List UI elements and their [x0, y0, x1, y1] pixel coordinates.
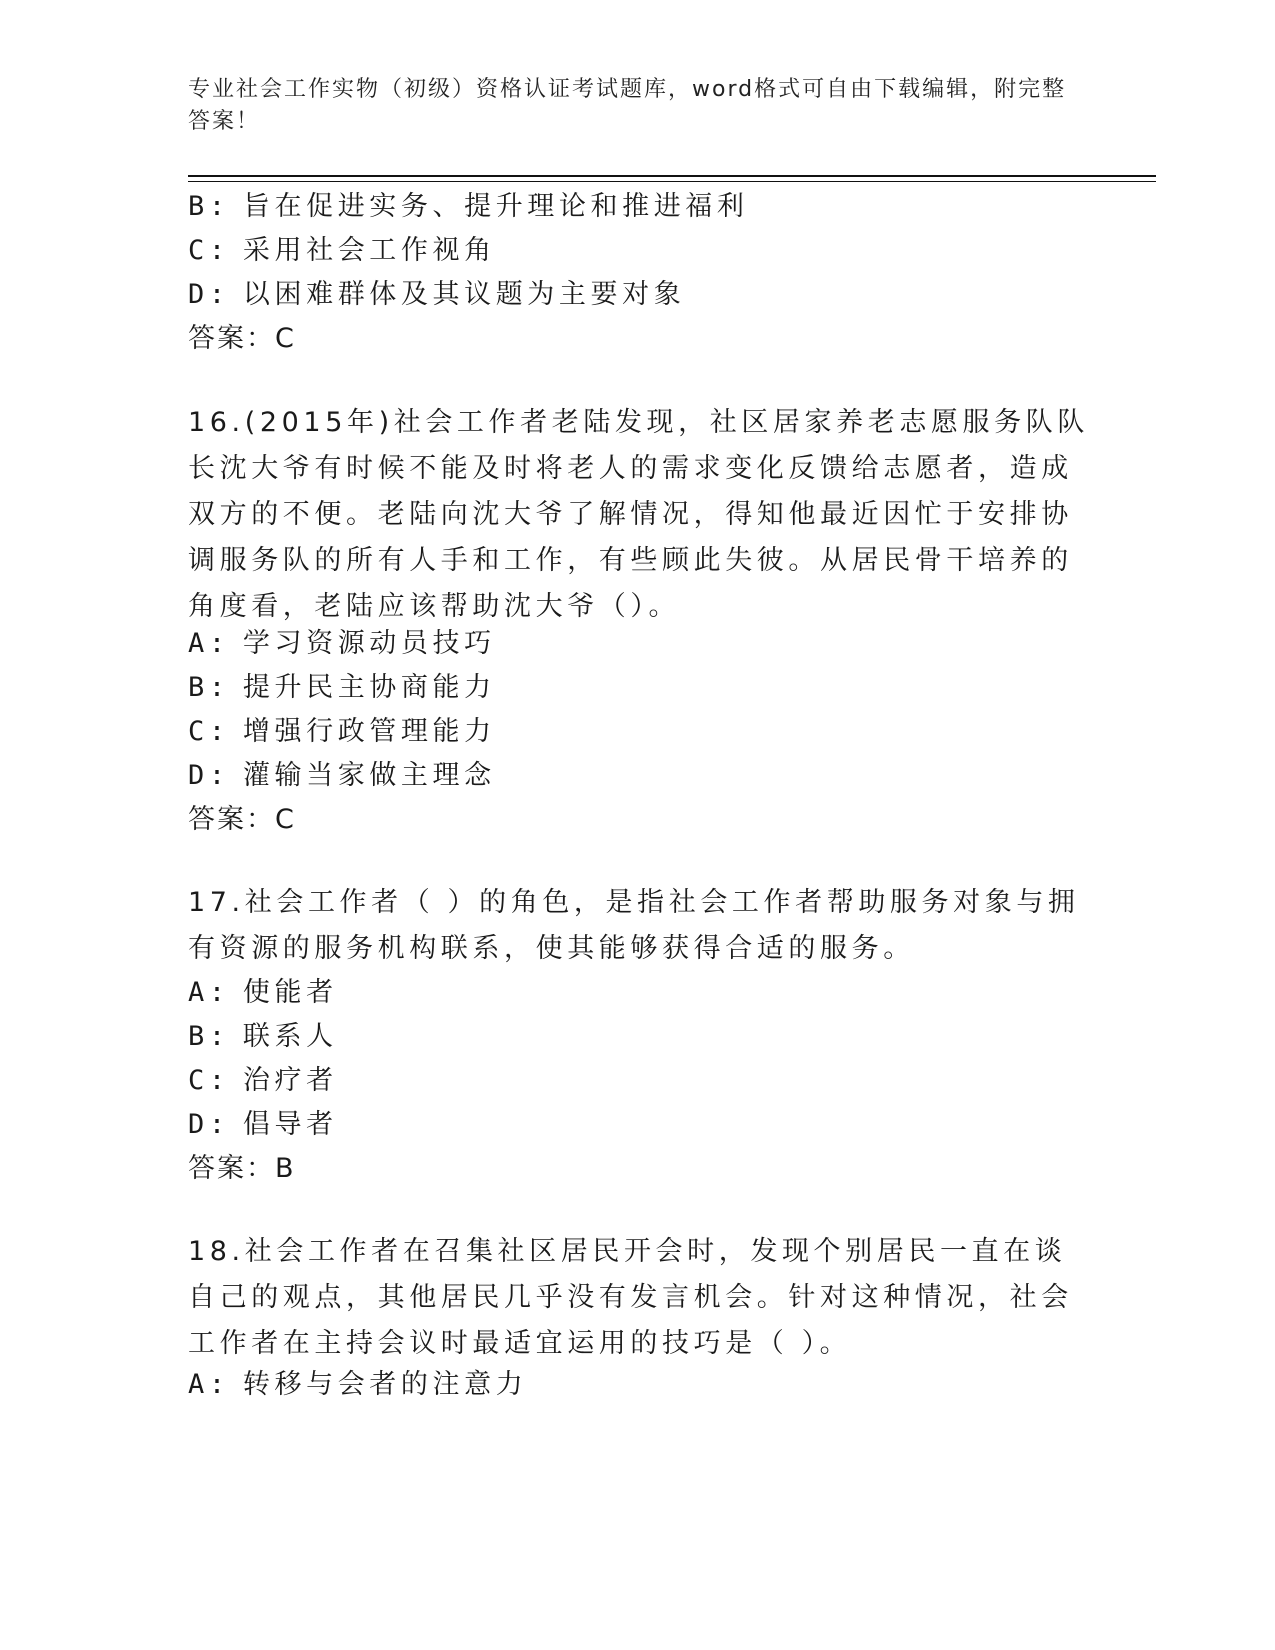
option-b	[188, 1014, 338, 1053]
answer-line: 答案：B	[188, 1153, 296, 1184]
option-letter: B:	[188, 672, 230, 703]
option-c	[188, 228, 496, 267]
option-letter: A:	[188, 628, 230, 659]
option-letter: D:	[188, 1109, 230, 1140]
option-b	[188, 184, 749, 223]
option-a	[188, 1362, 527, 1401]
option-letter: D:	[188, 279, 230, 310]
question-17-stem: 17.社会工作者（ ）的角色，是指社会工作者帮助服务对象与拥有资源的服务机构联系，使其能够获得合适的服务。	[188, 887, 1080, 964]
option-letter: B:	[188, 1021, 230, 1052]
answer-line: 答案：C	[188, 323, 296, 354]
question-16-stem: 16.(2015年)社会工作者老陆发现，社区居家养老志愿服务队队长沈大爷有时候不能及时将老人的需求变化反馈给志愿者，造成双方的不便。老陆向沈大爷了解情况，得知他最近因忙于安排协调服务队的所有人手和工作，有些顾此失彼。从居民骨干培养的角度看，老陆应该帮助沈大爷（）。	[188, 407, 1089, 622]
option-text: 以困难群体及其议题为主要对象	[242, 279, 686, 310]
page-header: 专业社会工作实物（初级）资格认证考试题库，word格式可自由下载编辑，附完整答案！	[188, 77, 1067, 134]
header-rule-thick	[188, 175, 1156, 177]
option-text: 学习资源动员技巧	[242, 628, 496, 659]
option-text: 增强行政管理能力	[242, 716, 496, 747]
option-a	[188, 970, 338, 1009]
option-text: 灌输当家做主理念	[242, 760, 496, 791]
option-text: 转移与会者的注意力	[242, 1369, 528, 1400]
option-d	[188, 272, 685, 311]
option-letter: C:	[188, 235, 230, 266]
option-a	[188, 621, 496, 660]
option-d	[188, 753, 496, 792]
answer-line: 答案：C	[188, 804, 296, 835]
option-letter: D:	[188, 760, 230, 791]
option-d	[188, 1102, 338, 1141]
question-18-stem: 18.社会工作者在召集社区居民开会时，发现个别居民一直在谈自己的观点，其他居民几乎没有发言机会。针对这种情况，社会工作者在主持会议时最适宜运用的技巧是（ ）。	[188, 1236, 1073, 1359]
option-text: 旨在促进实务、提升理论和推进福利	[242, 191, 749, 222]
option-c	[188, 1058, 338, 1097]
option-text: 提升民主协商能力	[242, 672, 496, 703]
header-rule-thin	[188, 181, 1156, 182]
option-letter: A:	[188, 1369, 230, 1400]
option-letter: C:	[188, 716, 230, 747]
option-letter: C:	[188, 1065, 230, 1096]
option-text: 倡导者	[242, 1109, 338, 1140]
option-b	[188, 665, 496, 704]
option-text: 联系人	[242, 1021, 338, 1052]
option-letter: A:	[188, 977, 230, 1008]
option-text: 使能者	[242, 977, 338, 1008]
option-letter: B:	[188, 191, 230, 222]
option-c	[188, 709, 496, 748]
option-text: 治疗者	[242, 1065, 338, 1096]
option-text: 采用社会工作视角	[242, 235, 496, 266]
